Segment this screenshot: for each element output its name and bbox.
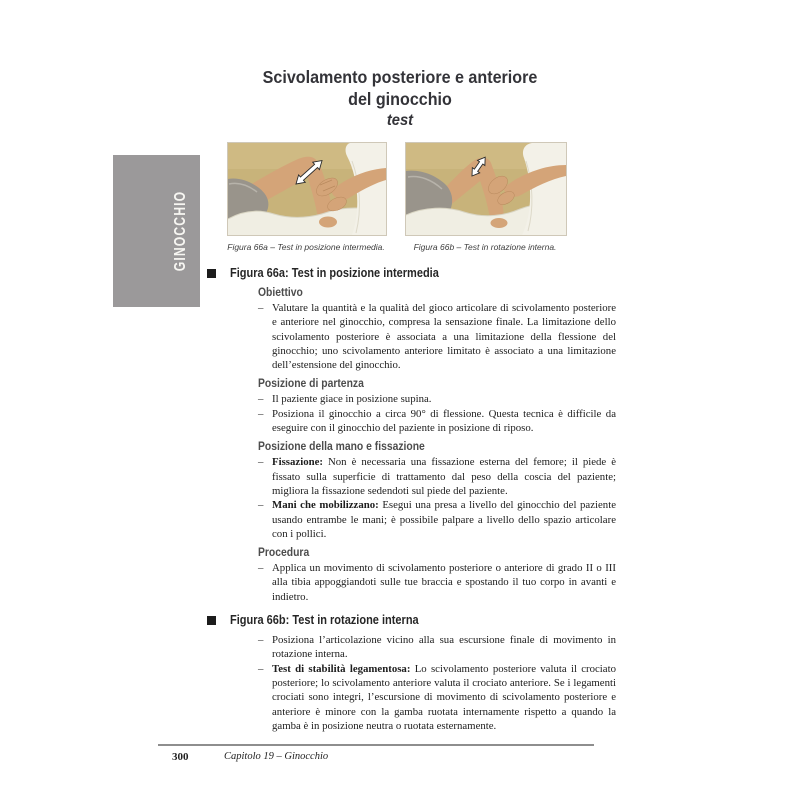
bullet-text: Il paziente giace in posizione supina.	[272, 393, 432, 406]
chapter-footer: Capitolo 19 – Ginocchio	[224, 751, 329, 762]
bullet-item	[258, 498, 616, 541]
figure-66b	[405, 142, 565, 253]
bullet-text: Non è necessaria una fissazione esterna del femore; il piede è fissato sulla superficie di trattamento dal peso della coscia del paziente; migliora la fissazione sedendoti sul piede del paziente.	[272, 456, 616, 497]
section-66b	[207, 613, 619, 733]
section-heading-label: Figura 66a: Test in posizione intermedia	[230, 266, 439, 280]
subheading-posizione-di-partenza: Posizione di partenza	[258, 378, 364, 391]
bullet-item	[258, 662, 616, 733]
bullet-text: Posiziona l’articolazione vicino alla sua escursione finale di movimento in rotazione interna.	[272, 634, 616, 661]
figure-66a-photo	[227, 142, 387, 236]
page-title-line3: test	[386, 112, 414, 129]
figure-66b-photo	[405, 142, 567, 236]
section-heading-66b	[207, 613, 619, 627]
subheading-procedura: Procedura	[258, 547, 310, 560]
bullet-item	[258, 407, 616, 436]
subheading-obiettivo: Obiettivo	[258, 287, 303, 299]
page-title-line2: del ginocchio	[348, 89, 452, 109]
footer-rule	[158, 744, 594, 746]
section-heading-66a	[207, 266, 619, 280]
bullet-text: Lo scivolamento posteriore valuta il crociato posteriore; lo scivolamento anteriore valuta il crociato anteriore. Se i legamenti crociati sono integri, l’escursione di movimento di scivolamento posteriore e anteriore è minore con la gamba ruotata internamente rispetto a quando la gamba è in posizione neutra o ruotata esternamente.	[272, 662, 616, 732]
chapter-tab-label: GINOCCHIO	[172, 190, 189, 272]
bullet-item	[258, 301, 616, 372]
dash-marker: –	[258, 456, 264, 469]
bullet-text: Applica un movimento di scivolamento posteriore o anteriore di grado II o III alla tibia appoggiandoti sulle tue braccia e spostando il tuo corpo in avanti e indietro.	[272, 562, 616, 603]
page-title	[160, 66, 640, 131]
chapter-tab	[113, 155, 200, 307]
bullet-item	[258, 633, 616, 662]
bullet-lead: Mani che mobilizzano:	[272, 499, 379, 512]
figure-66b-caption: Figura 66b – Test in rotazione interna.	[413, 242, 557, 252]
patient-foot	[319, 217, 337, 228]
section-66a	[207, 266, 619, 604]
figure-66a-caption: Figura 66a – Test in posizione intermedia.	[227, 242, 385, 252]
bullet-item	[258, 392, 616, 406]
dash-marker: –	[258, 407, 264, 420]
bullet-item	[258, 455, 616, 498]
dash-marker: –	[258, 499, 264, 512]
figure-66a	[227, 142, 385, 253]
dash-marker: –	[258, 662, 264, 675]
dash-marker: –	[258, 302, 264, 314]
content-column	[207, 266, 619, 733]
square-bullet-icon	[207, 269, 216, 278]
page-title-line1: Scivolamento posteriore e anteriore	[262, 67, 538, 87]
patient-foot	[491, 218, 508, 228]
subheading-posizione-mano-fissazione: Posizione della mano e fissazione	[258, 441, 425, 454]
bullet-text: Esegui una presa a livello del ginocchio del paziente usando entrambe le mani; è possibile palpare a livello dello spazio articolare con i pollici.	[272, 499, 616, 540]
dash-marker: –	[258, 562, 264, 575]
bullet-lead: Fissazione:	[272, 456, 323, 469]
dash-marker: –	[258, 634, 264, 647]
bullet-lead: Test di stabilità legamentosa:	[272, 662, 411, 675]
dash-marker: –	[258, 393, 264, 406]
section-heading-label: Figura 66b: Test in rotazione interna	[230, 613, 419, 628]
square-bullet-icon	[207, 616, 216, 625]
bullet-item	[258, 561, 616, 604]
page-number: 300	[172, 751, 189, 763]
bullet-text: Valutare la quantità e la qualità del gioco articolare di scivolamento posteriore e anteriore nel ginocchio, compresa la sensazione finale. La limitazione dello scivolamento posteriore è associata a una limitazione della flessione del ginocchio; uno scivolamento anteriore limitato è associato a una limitazione dell’estensione del ginocchio.	[272, 302, 616, 372]
bullet-text: Posiziona il ginocchio a circa 90° di flessione. Questa tecnica è difficile da eseguire con il ginocchio del paziente in posizione di riposo.	[272, 407, 616, 435]
